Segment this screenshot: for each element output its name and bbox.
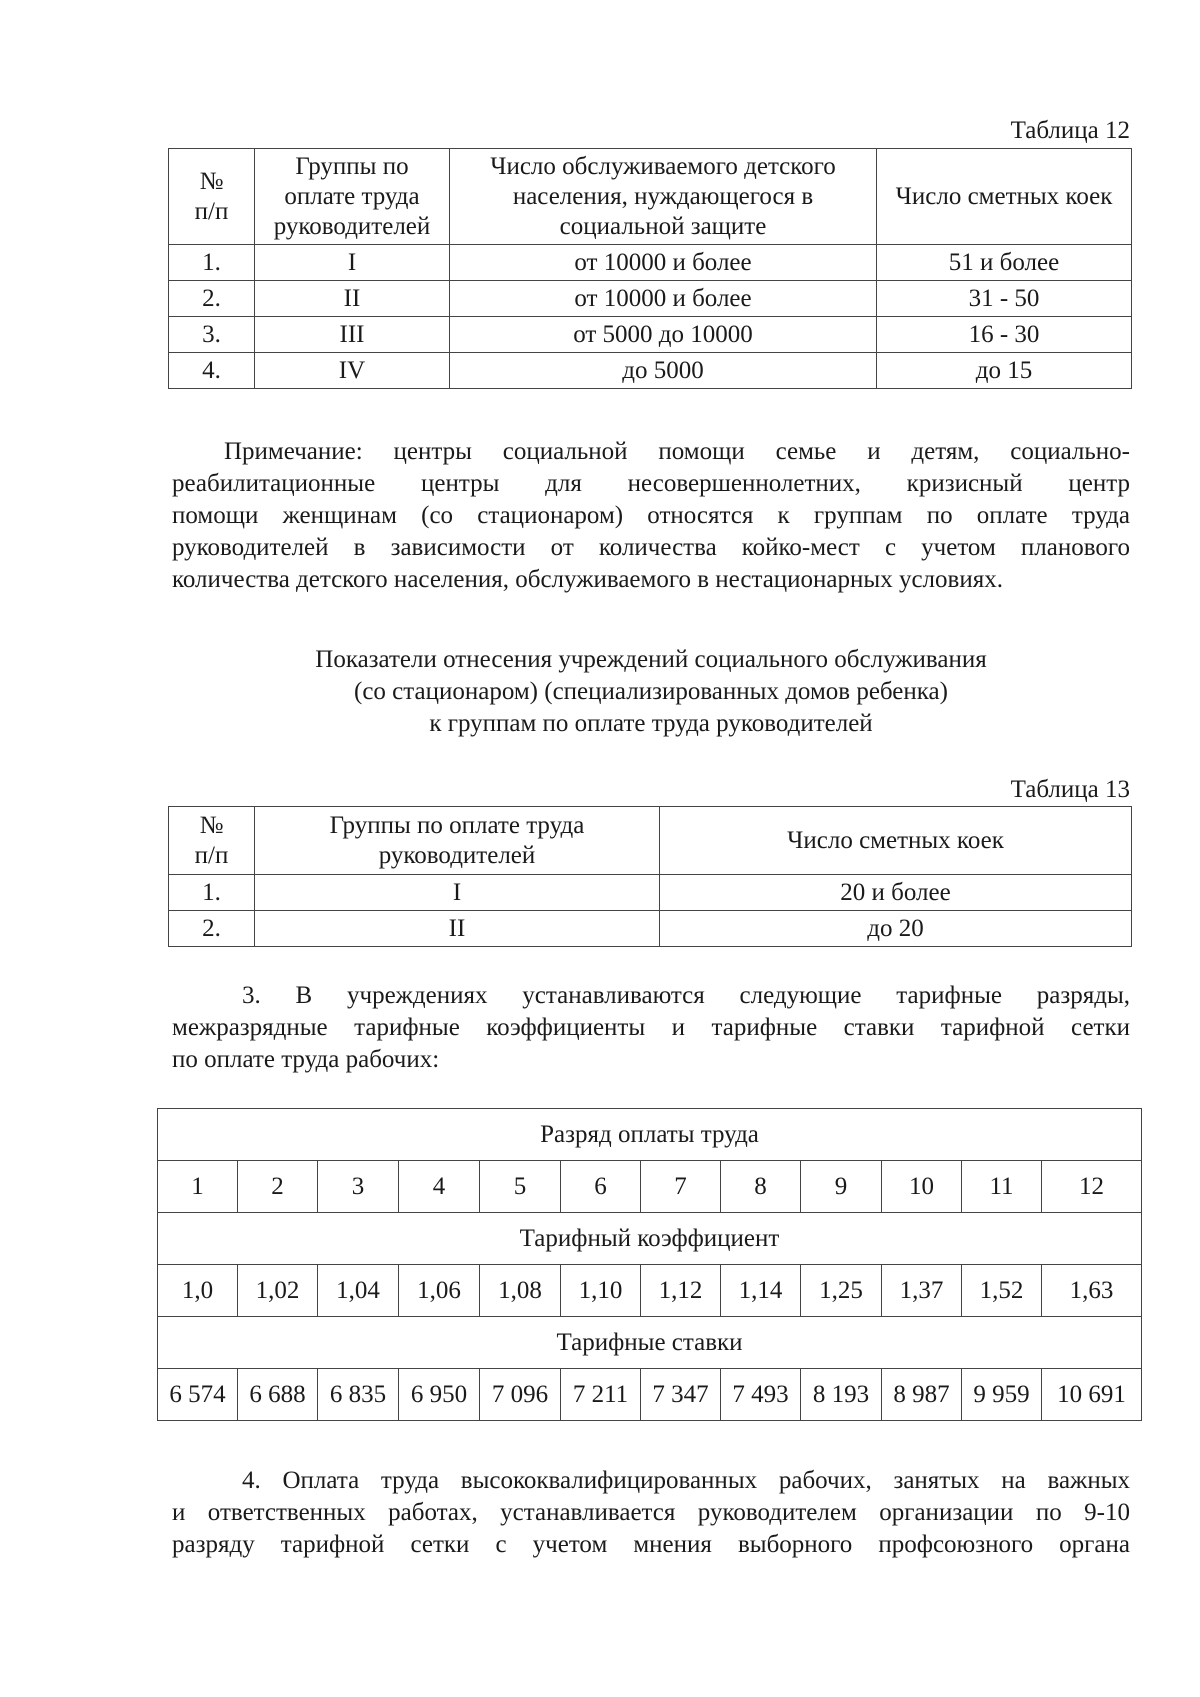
note-line: количества детского населения, обслуживаемого в нестационарных условиях. bbox=[172, 566, 1003, 593]
coef-cell: 1,10 bbox=[561, 1265, 641, 1317]
note-line: руководителей в зависимости от количества койко-мест с учетом планового bbox=[172, 534, 1130, 561]
table12-header-group bbox=[255, 149, 450, 245]
grade-cell: 12 bbox=[1042, 1161, 1142, 1213]
table12-header-num bbox=[169, 149, 255, 245]
header-line: № bbox=[199, 167, 224, 195]
grade-cell: 10 bbox=[882, 1161, 962, 1213]
rate-cell: 7 096 bbox=[480, 1369, 561, 1421]
tariff-table bbox=[157, 1108, 1142, 1421]
tariff-rates-row bbox=[158, 1369, 1142, 1421]
header-line: № bbox=[199, 811, 224, 839]
table13-heading bbox=[172, 644, 1130, 740]
header-line: Группы по bbox=[295, 152, 409, 180]
rate-cell: 8 987 bbox=[882, 1369, 962, 1421]
tariff-rates-header: Тарифные ставки bbox=[158, 1317, 1142, 1369]
para3-line: 3. В учреждениях устанавливаются следующие тарифные разряды, bbox=[242, 982, 1130, 1009]
coef-cell: 1,04 bbox=[318, 1265, 399, 1317]
table-cell: 3. bbox=[169, 317, 255, 353]
coef-cell: 1,37 bbox=[882, 1265, 962, 1317]
rate-cell: 8 193 bbox=[801, 1369, 882, 1421]
header-line: п/п bbox=[194, 841, 229, 869]
rate-cell: 6 950 bbox=[399, 1369, 480, 1421]
note-line: реабилитационные центры для несовершеннолетних, кризисный центр bbox=[172, 470, 1130, 497]
table-row bbox=[169, 875, 1132, 911]
coef-cell: 1,63 bbox=[1042, 1265, 1142, 1317]
header-line: социальной защите bbox=[559, 212, 767, 240]
table-cell: 1. bbox=[169, 875, 255, 911]
header-line: оплате труда bbox=[284, 182, 420, 210]
para3 bbox=[172, 980, 1130, 1076]
para3-line: по оплате труда рабочих: bbox=[172, 1046, 440, 1073]
table-cell: 31 - 50 bbox=[877, 281, 1132, 317]
header-line: руководителей bbox=[273, 212, 431, 240]
table-cell: 2. bbox=[169, 911, 255, 947]
grade-cell: 9 bbox=[801, 1161, 882, 1213]
coef-cell: 1,52 bbox=[962, 1265, 1042, 1317]
para4-line: 4. Оплата труда высококвалифицированных рабочих, занятых на важных bbox=[242, 1467, 1130, 1494]
coef-cell: 1,0 bbox=[158, 1265, 238, 1317]
table13-header-group bbox=[255, 807, 660, 875]
tariff-coef-header-row bbox=[158, 1213, 1142, 1265]
table-cell: 51 и более bbox=[877, 245, 1132, 281]
rate-cell: 6 574 bbox=[158, 1369, 238, 1421]
grade-cell: 11 bbox=[962, 1161, 1042, 1213]
table-cell: III bbox=[255, 317, 450, 353]
header-line: п/п bbox=[194, 197, 229, 225]
coef-cell: 1,02 bbox=[238, 1265, 318, 1317]
table-cell: II bbox=[255, 281, 450, 317]
grade-cell: 3 bbox=[318, 1161, 399, 1213]
rate-cell: 9 959 bbox=[962, 1369, 1042, 1421]
grade-cell: 7 bbox=[641, 1161, 721, 1213]
table-cell: 2. bbox=[169, 281, 255, 317]
table-cell: 16 - 30 bbox=[877, 317, 1132, 353]
rate-cell: 7 211 bbox=[561, 1369, 641, 1421]
grade-cell: 6 bbox=[561, 1161, 641, 1213]
tariff-coef-header: Тарифный коэффициент bbox=[158, 1213, 1142, 1265]
table-cell: 20 и более bbox=[660, 875, 1132, 911]
heading-line: Показатели отнесения учреждений социального обслуживания bbox=[315, 646, 987, 673]
table-cell: до 15 bbox=[877, 353, 1132, 389]
para4-line: разряду тарифной сетки с учетом мнения выборного профсоюзного органа bbox=[172, 1531, 1130, 1558]
coef-cell: 1,12 bbox=[641, 1265, 721, 1317]
heading-line: (со стационаром) (специализированных домов ребенка) bbox=[354, 678, 948, 705]
table12 bbox=[168, 148, 1132, 389]
grade-cell: 2 bbox=[238, 1161, 318, 1213]
table-cell: от 5000 до 10000 bbox=[450, 317, 877, 353]
table-cell: от 10000 и более bbox=[450, 281, 877, 317]
tariff-rates-header-row bbox=[158, 1317, 1142, 1369]
table-row bbox=[169, 911, 1132, 947]
table-cell: до 5000 bbox=[450, 353, 877, 389]
table-cell: до 20 bbox=[660, 911, 1132, 947]
heading-line: к группам по оплате труда руководителей bbox=[429, 710, 873, 737]
note-paragraph bbox=[172, 436, 1130, 596]
coef-cell: 1,14 bbox=[721, 1265, 801, 1317]
table13 bbox=[168, 806, 1132, 947]
table-cell: 1. bbox=[169, 245, 255, 281]
tariff-grade-header-row bbox=[158, 1109, 1142, 1161]
header-line: Группы по оплате труда bbox=[329, 811, 585, 839]
table-cell: I bbox=[255, 245, 450, 281]
table-cell: 4. bbox=[169, 353, 255, 389]
table13-header-beds: Число сметных коек bbox=[660, 807, 1132, 875]
rate-cell: 6 688 bbox=[238, 1369, 318, 1421]
table12-header-row bbox=[169, 149, 1132, 245]
table-row bbox=[169, 245, 1132, 281]
grade-cell: 8 bbox=[721, 1161, 801, 1213]
table12-header-beds: Число сметных коек bbox=[877, 149, 1132, 245]
tariff-coef-row bbox=[158, 1265, 1142, 1317]
table13-caption: Таблица 13 bbox=[1010, 776, 1130, 803]
table-cell: II bbox=[255, 911, 660, 947]
table-row bbox=[169, 281, 1132, 317]
note-line: помощи женщинам (со стационаром) относятся к группам по оплате труда bbox=[172, 502, 1130, 529]
table-row bbox=[169, 353, 1132, 389]
table12-caption: Таблица 12 bbox=[1010, 117, 1130, 144]
grade-cell: 5 bbox=[480, 1161, 561, 1213]
para3-line: межразрядные тарифные коэффициенты и тарифные ставки тарифной сетки bbox=[172, 1014, 1130, 1041]
table13-header-row bbox=[169, 807, 1132, 875]
para4 bbox=[172, 1465, 1130, 1561]
header-line: населения, нуждающегося в bbox=[512, 182, 814, 210]
grade-cell: 4 bbox=[399, 1161, 480, 1213]
table12-header-population bbox=[450, 149, 877, 245]
coef-cell: 1,06 bbox=[399, 1265, 480, 1317]
table-cell: IV bbox=[255, 353, 450, 389]
rate-cell: 7 347 bbox=[641, 1369, 721, 1421]
coef-cell: 1,08 bbox=[480, 1265, 561, 1317]
table-cell: I bbox=[255, 875, 660, 911]
rate-cell: 6 835 bbox=[318, 1369, 399, 1421]
table-cell: от 10000 и более bbox=[450, 245, 877, 281]
header-line: руководителей bbox=[378, 841, 536, 869]
rate-cell: 10 691 bbox=[1042, 1369, 1142, 1421]
rate-cell: 7 493 bbox=[721, 1369, 801, 1421]
table13-header-num bbox=[169, 807, 255, 875]
table-row bbox=[169, 317, 1132, 353]
coef-cell: 1,25 bbox=[801, 1265, 882, 1317]
note-line: Примечание: центры социальной помощи семье и детям, социально- bbox=[224, 438, 1130, 465]
header-line: Число обслуживаемого детского bbox=[490, 152, 836, 180]
para4-line: и ответственных работах, устанавливается руководителем организации по 9-10 bbox=[172, 1499, 1130, 1526]
grade-cell: 1 bbox=[158, 1161, 238, 1213]
tariff-grade-header: Разряд оплаты труда bbox=[158, 1109, 1142, 1161]
tariff-grades-row bbox=[158, 1161, 1142, 1213]
